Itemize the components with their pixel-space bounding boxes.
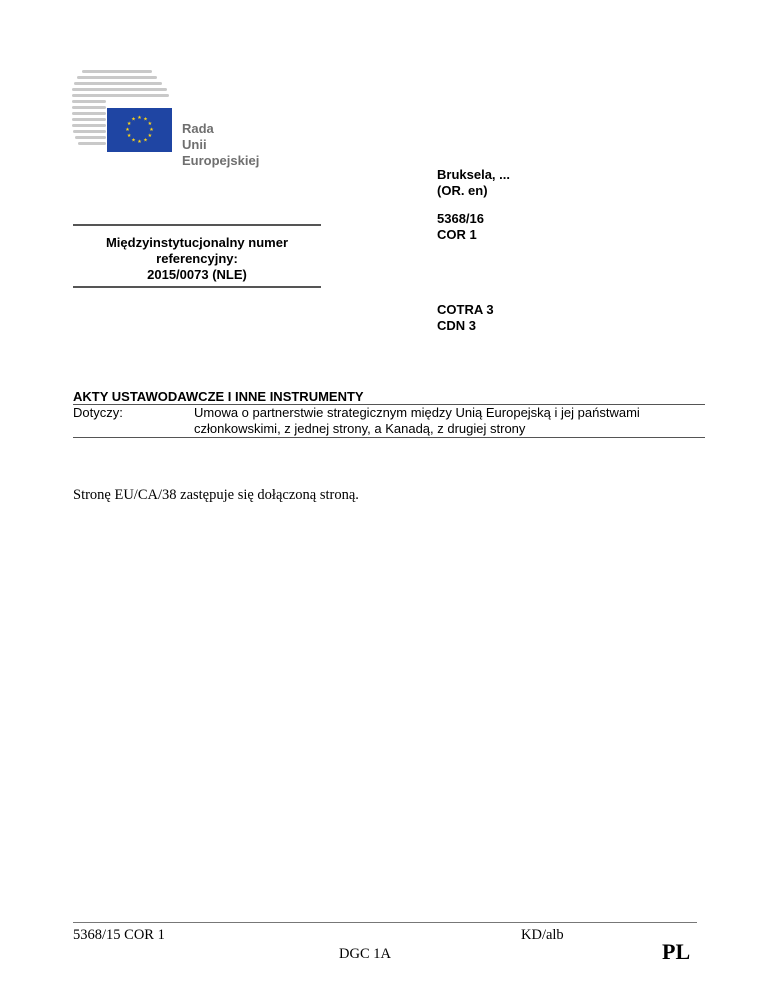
svg-text:★: ★ bbox=[137, 139, 142, 145]
subject-label: Dotyczy: bbox=[73, 405, 123, 420]
document-number: 5368/16 bbox=[437, 211, 484, 226]
ref-line-3: 2015/0073 (NLE) bbox=[147, 267, 247, 282]
place: Bruksela, ... bbox=[437, 167, 510, 182]
code-cotra: COTRA 3 bbox=[437, 302, 494, 317]
logo-line-1: Rada bbox=[182, 121, 214, 136]
original-language: (OR. en) bbox=[437, 183, 488, 198]
footer-dgc: DGC 1A bbox=[339, 946, 391, 962]
svg-text:★: ★ bbox=[147, 133, 153, 139]
subject-line-2: członkowskimi, z jednej strony, a Kanadą, z drugiej strony bbox=[194, 421, 526, 436]
ref-line-2: referencyjny: bbox=[156, 251, 238, 266]
footer-rule bbox=[73, 922, 697, 923]
logo-text bbox=[182, 121, 259, 169]
svg-text:★: ★ bbox=[143, 116, 148, 123]
svg-text:★: ★ bbox=[137, 115, 142, 121]
subject-text bbox=[194, 405, 714, 437]
subject-rule bbox=[73, 437, 705, 438]
subject-line-1: Umowa o partnerstwie strategicznym między Unią Europejską i jej państwami bbox=[194, 405, 640, 420]
svg-text:★: ★ bbox=[131, 137, 136, 144]
svg-text:★: ★ bbox=[143, 137, 148, 144]
eu-flag-icon bbox=[107, 108, 172, 152]
svg-text:★: ★ bbox=[126, 121, 132, 127]
place-date bbox=[437, 167, 510, 199]
footer-language: PL bbox=[662, 939, 691, 964]
svg-text:★: ★ bbox=[126, 133, 132, 139]
document-number-block bbox=[437, 211, 484, 243]
corrigendum: COR 1 bbox=[437, 227, 477, 242]
svg-text:★: ★ bbox=[125, 127, 130, 133]
classification-codes bbox=[437, 302, 494, 334]
footer-doc-ref: 5368/15 COR 1 bbox=[73, 927, 165, 943]
code-cdn: CDN 3 bbox=[437, 318, 477, 333]
interinstitutional-reference bbox=[73, 224, 321, 288]
body-text: Stronę EU/CA/38 zastępuje się dołączoną stroną. bbox=[73, 487, 359, 503]
svg-text:★: ★ bbox=[131, 116, 136, 123]
svg-text:★: ★ bbox=[147, 121, 153, 127]
logo-line-2: Unii Europejskiej bbox=[182, 137, 260, 168]
section-heading: AKTY USTAWODAWCZE I INNE INSTRUMENTY bbox=[73, 389, 364, 404]
footer-initials: KD/alb bbox=[521, 927, 564, 943]
ref-line-1: Międzyinstytucjonalny numer bbox=[105, 235, 289, 250]
svg-text:★: ★ bbox=[149, 127, 154, 133]
